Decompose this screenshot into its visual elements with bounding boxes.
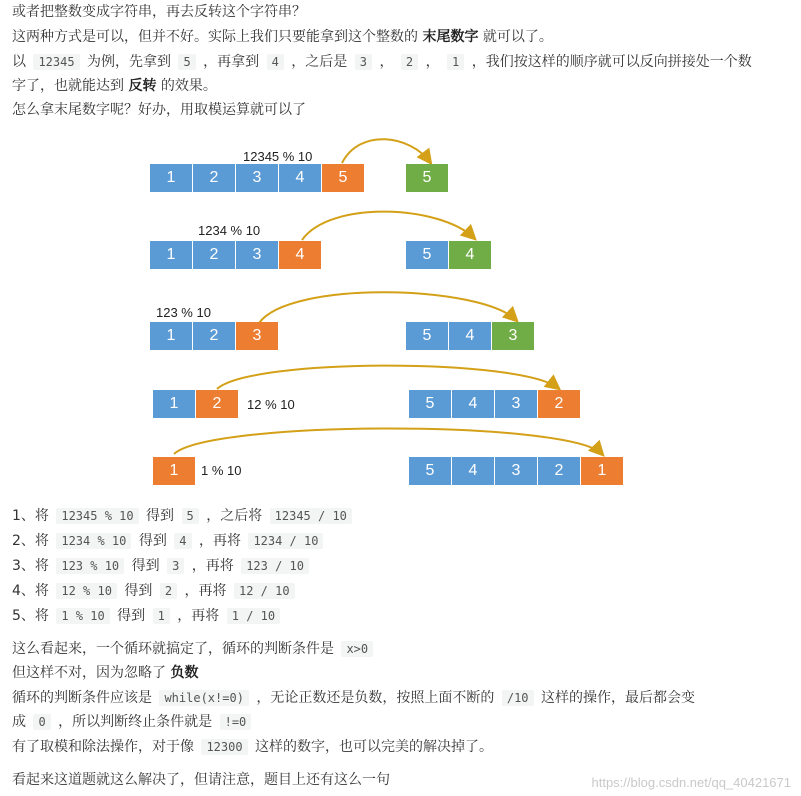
text: 有了取模和除法操作，对于像 <box>12 739 199 755</box>
inline-code: 12 % 10 <box>56 583 117 599</box>
text: 或者把整数变成字符串，再去反转这个字符串？ <box>12 4 306 20</box>
text: ，再拿到 <box>198 54 264 70</box>
text: 这样的数字，也可以完美的解决掉了。 <box>250 739 494 755</box>
watermark: https://blog.csdn.net/qq_40421671 <box>591 775 791 790</box>
text: 为例，先拿到 <box>82 54 176 70</box>
text: ，再将 <box>194 533 246 549</box>
inline-code: 1 / 10 <box>227 608 280 624</box>
inline-code: 4 <box>174 533 191 549</box>
text: 5、将 <box>12 608 54 624</box>
inline-code: 12345 / 10 <box>270 508 352 524</box>
inline-code: 0 <box>33 714 50 730</box>
text: 这样的操作，最后都会变 <box>536 690 695 706</box>
inline-code: 12345 % 10 <box>56 508 138 524</box>
row-1-label: 12345 % 10 <box>243 149 313 164</box>
step-1 <box>12 505 355 527</box>
text: 怎么拿末尾数字呢？好办，用取模运算就可以了 <box>12 102 306 118</box>
text: 以 <box>12 54 31 70</box>
inline-code: !=0 <box>220 714 252 730</box>
arrow-row-5 <box>174 429 602 455</box>
text: 看起来这道题就这么解决了，但请注意，题目上还有这么一句 <box>12 772 390 788</box>
outro-line-4 <box>12 711 254 733</box>
row-2-right-cell: 5 <box>406 241 448 269</box>
inline-code: 12300 <box>201 739 247 755</box>
row-2-label: 1234 % 10 <box>198 223 261 238</box>
text: 3、将 <box>12 558 54 574</box>
arrow-row-2 <box>302 212 474 240</box>
row-4-right-cell-new: 2 <box>538 390 580 418</box>
row-2-left-cell: 3 <box>236 241 278 269</box>
inline-code: 123 % 10 <box>56 558 124 574</box>
arrow-row-3 <box>259 292 516 323</box>
inline-code: 123 / 10 <box>241 558 309 574</box>
row-1-right-cell: 5 <box>406 164 448 192</box>
step-2 <box>12 530 326 552</box>
inline-code: 12345 <box>33 54 79 70</box>
arrow-row-1 <box>342 139 430 163</box>
arrow-row-4 <box>217 366 558 389</box>
outro-line-2 <box>12 662 198 684</box>
text: ，再将 <box>187 558 239 574</box>
inline-code: 1 <box>447 54 464 70</box>
row-4-right-cell: 4 <box>452 390 494 418</box>
text: ，我们按这样的顺序就可以反向拼接处一个数 <box>467 54 752 70</box>
row-4-label: 12 % 10 <box>247 397 295 412</box>
inline-code: while(x!=0) <box>159 690 248 706</box>
text: 就可以了。 <box>478 29 553 45</box>
row-2-left-cell: 1 <box>150 241 192 269</box>
text: 4、将 <box>12 583 54 599</box>
inline-code: 5 <box>178 54 195 70</box>
outro-line-1 <box>12 638 376 660</box>
text: 循环的判断条件应该是 <box>12 690 157 706</box>
inline-code: 5 <box>182 508 199 524</box>
inline-code: 1 <box>153 608 170 624</box>
inline-code: x>0 <box>341 641 373 657</box>
inline-code: 1234 % 10 <box>56 533 131 549</box>
text: 字了，也就能达到 <box>12 78 129 94</box>
inline-code: 2 <box>160 583 177 599</box>
outro-line-6 <box>12 769 390 791</box>
row-3-right-cell: 5 <box>406 322 448 350</box>
step-4 <box>12 580 298 602</box>
row-3-label: 123 % 10 <box>156 305 211 320</box>
row-5-right-cell: 2 <box>538 457 580 485</box>
text: 成 <box>12 714 31 730</box>
text: ，之后是 <box>286 54 352 70</box>
text: 这两种方式是可以，但并不好。实际上我们只要能拿到这个整数的 <box>12 29 423 45</box>
text: ， <box>421 54 445 70</box>
row-5-left-cell-last: 1 <box>153 457 195 485</box>
text: 1、将 <box>12 508 54 524</box>
row-2-right-cell-new: 4 <box>449 241 491 269</box>
row-5-label: 1 % 10 <box>201 463 242 478</box>
inline-code: /10 <box>502 690 534 706</box>
bold-text: 反转 <box>128 78 157 94</box>
inline-code: 3 <box>167 558 184 574</box>
inline-code: 2 <box>401 54 418 70</box>
row-3-right-cell: 4 <box>449 322 491 350</box>
text: 这么看起来，一个循环就搞定了，循环的判断条件是 <box>12 641 339 657</box>
row-5-right-cell-new: 1 <box>581 457 623 485</box>
text: 得到 <box>119 583 157 599</box>
row-4-left-cell-last: 2 <box>196 390 238 418</box>
inline-code: 1234 / 10 <box>248 533 323 549</box>
row-1-left-cell: 1 <box>150 164 192 192</box>
text: 的效果。 <box>156 78 217 94</box>
row-5-right-cell: 3 <box>495 457 537 485</box>
row-1-left-cell-last: 5 <box>322 164 364 192</box>
row-4-left-cell: 1 <box>153 390 195 418</box>
row-4-right-cell: 3 <box>495 390 537 418</box>
row-3-left-cell: 2 <box>193 322 235 350</box>
text: ，无论正数还是负数，按照上面不断的 <box>251 690 499 706</box>
outro-line-5 <box>12 736 493 758</box>
text: ，再将 <box>180 583 231 599</box>
inline-code: 3 <box>355 54 372 70</box>
row-3-left-cell-last: 3 <box>236 322 278 350</box>
text: 得到 <box>112 608 150 624</box>
row-3-right-cell-new: 3 <box>492 322 534 350</box>
row-5-right-cell: 5 <box>409 457 451 485</box>
row-1-left-cell: 2 <box>193 164 235 192</box>
row-5-right-cell: 4 <box>452 457 494 485</box>
inline-code: 12 / 10 <box>234 583 295 599</box>
step-3 <box>12 555 312 577</box>
row-4-right-cell: 5 <box>409 390 451 418</box>
text: 得到 <box>134 533 172 549</box>
text: ，所以判断终止条件就是 <box>53 714 217 730</box>
row-2-left-cell-last: 4 <box>279 241 321 269</box>
row-3-left-cell: 1 <box>150 322 192 350</box>
text: ，再将 <box>172 608 224 624</box>
text: ， <box>375 54 398 70</box>
text: ，之后将 <box>201 508 267 524</box>
row-2-left-cell: 2 <box>193 241 235 269</box>
inline-code: 4 <box>267 54 284 70</box>
inline-code: 1 % 10 <box>56 608 109 624</box>
step-5 <box>12 605 283 627</box>
row-1-left-cell: 4 <box>279 164 321 192</box>
bold-text: 末尾数字 <box>422 29 479 45</box>
text: 得到 <box>141 508 179 524</box>
bold-text: 负数 <box>170 665 199 681</box>
outro-line-3 <box>12 687 695 709</box>
text: 2、将 <box>12 533 54 549</box>
row-1-left-cell: 3 <box>236 164 278 192</box>
text: 得到 <box>127 558 165 574</box>
text: 但这样不对，因为忽略了 <box>12 665 171 681</box>
